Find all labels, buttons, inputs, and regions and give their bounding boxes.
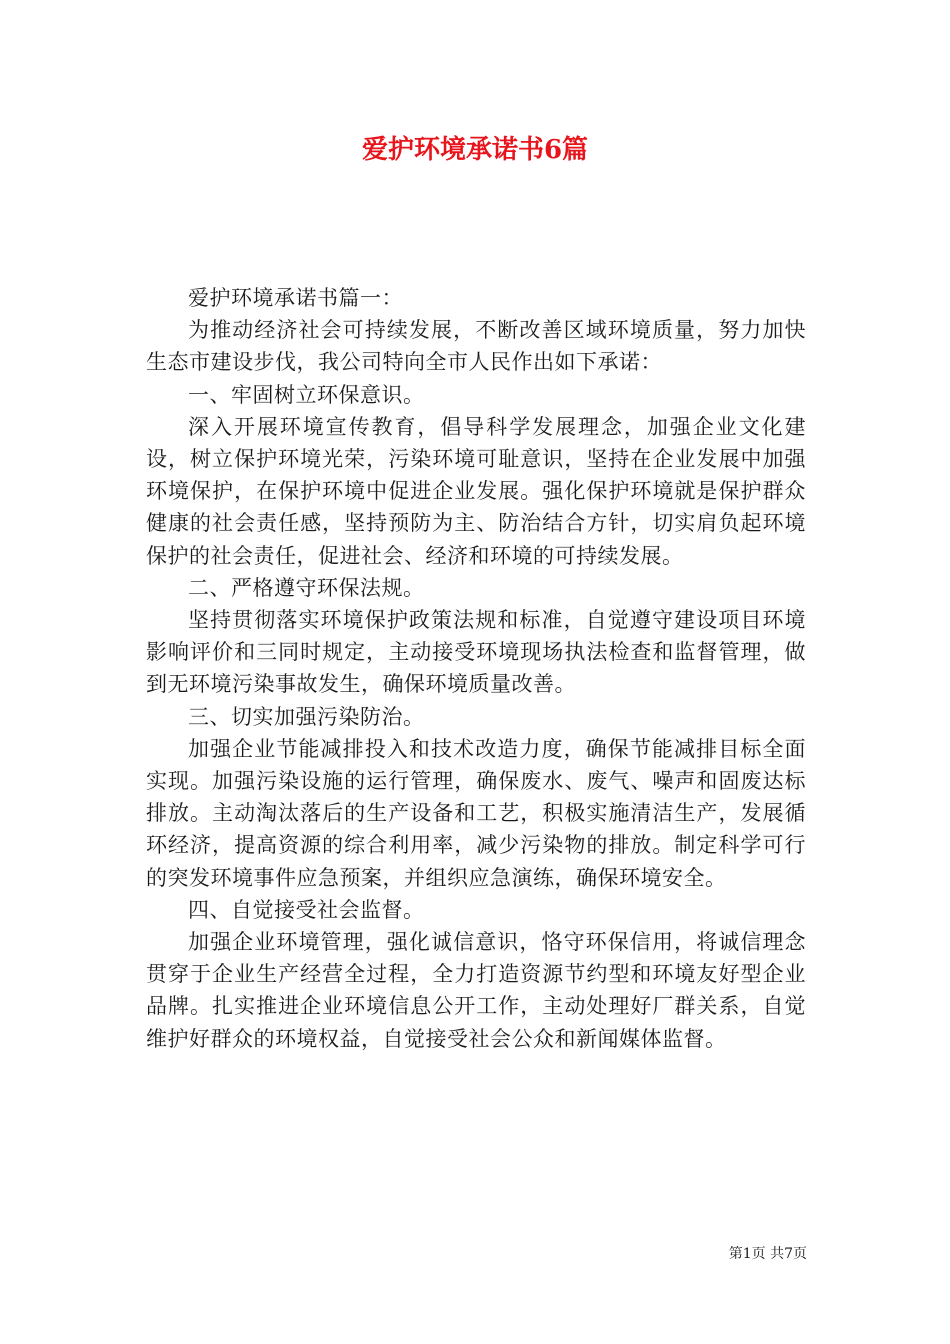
intro-paragraph: 为推动经济社会可持续发展，不断改善区域环境质量，努力加快生态市建设步伐，我公司特向全市人民作出如下承诺： xyxy=(146,318,806,375)
item-heading-1: 一、牢固树立环保意识。 xyxy=(188,382,425,407)
item-paragraph-1: 深入开展环境宣传教育，倡导科学发展理念，加强企业文化建设，树立保护环境光荣，污染环境可耻意识，坚持在企业发展中加强环境保护，在保护环境中促进企业发展。强化保护环境就是保护群众健康的社会责任感，坚持预防为主、防治结合方针，切实肩负起环境保护的社会责任，促进社会、经济和环境的可持续发展。 xyxy=(146,414,806,568)
item-paragraph-4: 加强企业环境管理，强化诚信意识，恪守环保信用，将诚信理念贯穿于企业生产经营全过程，全力打造资源节约型和环境友好型企业品牌。扎实推进企业环境信息公开工作，主动处理好厂群关系，自觉维护好群众的环境权益，自觉接受社会公众和新闻媒体监督。 xyxy=(146,930,806,1051)
document-title: 爱护环境承诺书6篇 xyxy=(361,135,589,165)
item-paragraph-2: 坚持贯彻落实环境保护政策法规和标准，自觉遵守建设项目环境影响评价和三同时规定，主动接受环境现场执法检查和监督管理，做到无环境污染事故发生，确保环境质量改善。 xyxy=(146,608,806,697)
page-number: 第1页 共7页 xyxy=(728,1246,807,1262)
item-heading-2: 二、严格遵守环保法规。 xyxy=(188,575,425,600)
section-heading: 爱护环境承诺书篇一： xyxy=(188,286,403,310)
item-heading-4: 四、自觉接受社会监督。 xyxy=(188,897,425,922)
document-body xyxy=(146,282,806,1055)
item-paragraph-3: 加强企业节能减排投入和技术改造力度，确保节能减排目标全面实现。加强污染设施的运行管理，确保废水、废气、噪声和固废达标排放。主动淘汰落后的生产设备和工艺，积极实施清洁生产，发展循环经济，提高资源的综合利用率，减少污染物的排放。制定科学可行的突发环境事件应急预案，并组织应急演练，确保环境安全。 xyxy=(146,736,806,890)
item-heading-3: 三、切实加强污染防治。 xyxy=(188,704,425,729)
